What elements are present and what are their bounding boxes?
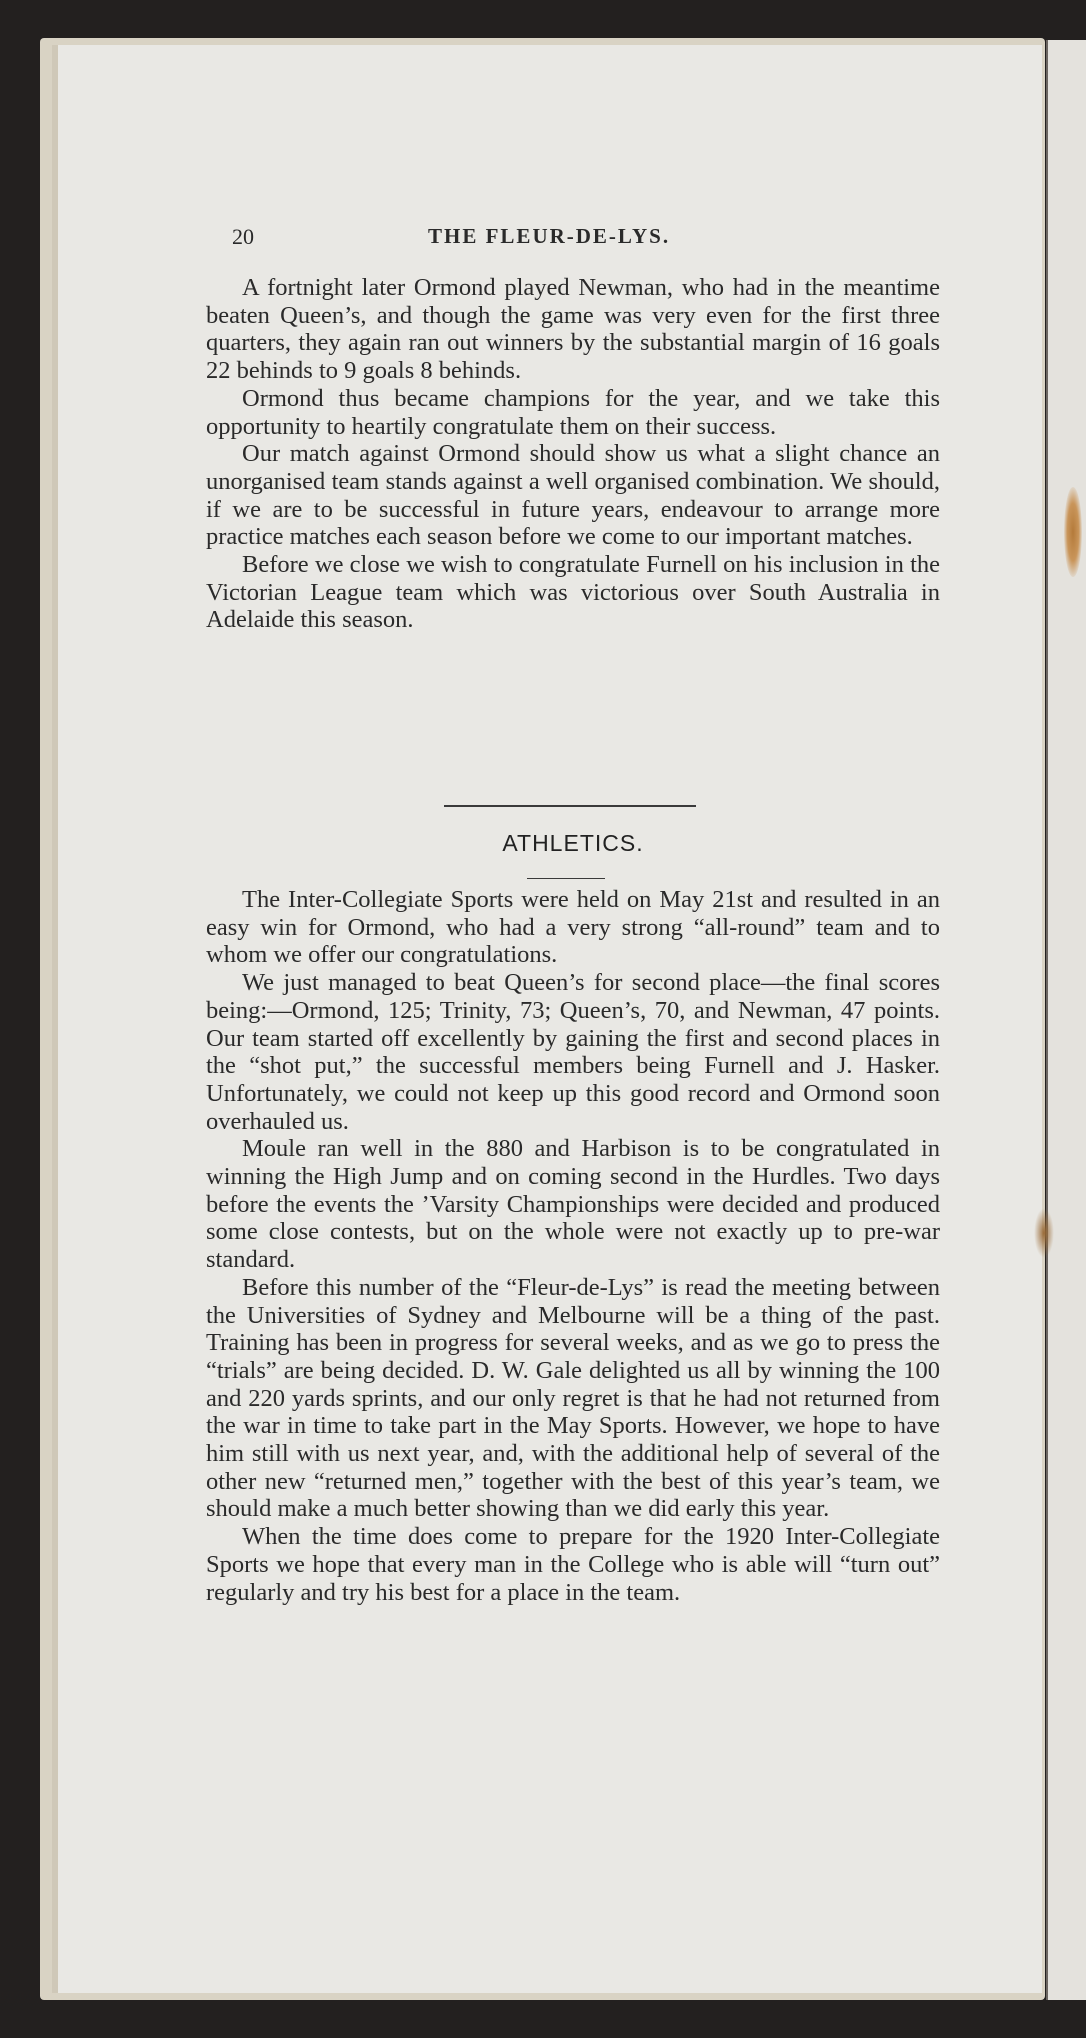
- paper-stain: [1034, 1208, 1054, 1258]
- paragraph: Ormond thus became champions for the year, and we take this opportunity to heartily congratulate them on their success.: [206, 384, 940, 440]
- paragraph: When the time does come to prepare for the 1920 Inter-Collegiate Sports we hope that every man in the College who is able will “turn out” regularly and try his best for a place in the team.: [206, 1523, 940, 1606]
- heading-underline: [527, 878, 605, 879]
- paragraph: We just managed to beat Queen’s for second place—the final scores being:—Ormond, 125; Trinity, 73; Queen’s, 70, and Newman, 47 points. Our team started off excellently by gaining the first and second places in the “shot put,” the successful members being Furnell and J. Hasker. Unfortunately, we could not keep up this good record and Ormond soon overhauled us.: [206, 969, 940, 1135]
- paragraph: Moule ran well in the 880 and Harbison is to be congratulated in winning the High Jump and on coming second in the Hurdles. Two days before the events the ’Varsity Championships were decided and produced some close contests, but on the whole were not exactly up to pre-war standard.: [206, 1135, 940, 1274]
- paper-stain: [1064, 487, 1082, 577]
- section-heading: ATHLETICS.: [502, 830, 644, 856]
- facing-page-edge: [1046, 40, 1086, 2000]
- paragraph: A fortnight later Ormond played Newman, who had in the meantime beaten Queen’s, and though the game was very even for the first three quarters, they again ran out winners by the substantial margin of 16 goals 22 behinds to 9 goals 8 behinds.: [206, 274, 940, 385]
- paragraph: The Inter-Collegiate Sports were held on May 21st and resulted in an easy win for Ormond, who had a very strong “all-round” team and to whom we offer our congratulations.: [206, 886, 940, 969]
- athletics-report: [206, 886, 940, 1606]
- section-divider: [444, 805, 696, 807]
- paragraph: Before we close we wish to congratulate Furnell on his inclusion in the Victorian League team which was victorious over South Australia in Adelaide this season.: [206, 551, 940, 634]
- page-number: 20: [232, 224, 254, 249]
- paragraph: Before this number of the “Fleur-de-Lys” is read the meeting between the Universities of Sydney and Melbourne will be a thing of the past. Training has been in progress for several weeks, and as we go to press the “trials” are being decided. D. W. Gale delighted us all by winning the 100 and 220 yards sprints, and our only regret is that he had not returned from the war in time to take part in the May Sports. However, we hope to have him still with us next year, and, with the additional help of several of the other new “returned men,” together with the best of this year’s team, we should make a much better showing than we did early this year.: [206, 1273, 940, 1523]
- paragraph: Our match against Ormond should show us what a slight chance an unorganised team stands against a well organised combination. We should, if we are to be successful in future years, endeavour to arrange more practice matches each season before we come to our important matches.: [206, 440, 940, 551]
- running-title: THE FLEUR-DE-LYS.: [428, 224, 671, 248]
- football-report: [206, 274, 940, 634]
